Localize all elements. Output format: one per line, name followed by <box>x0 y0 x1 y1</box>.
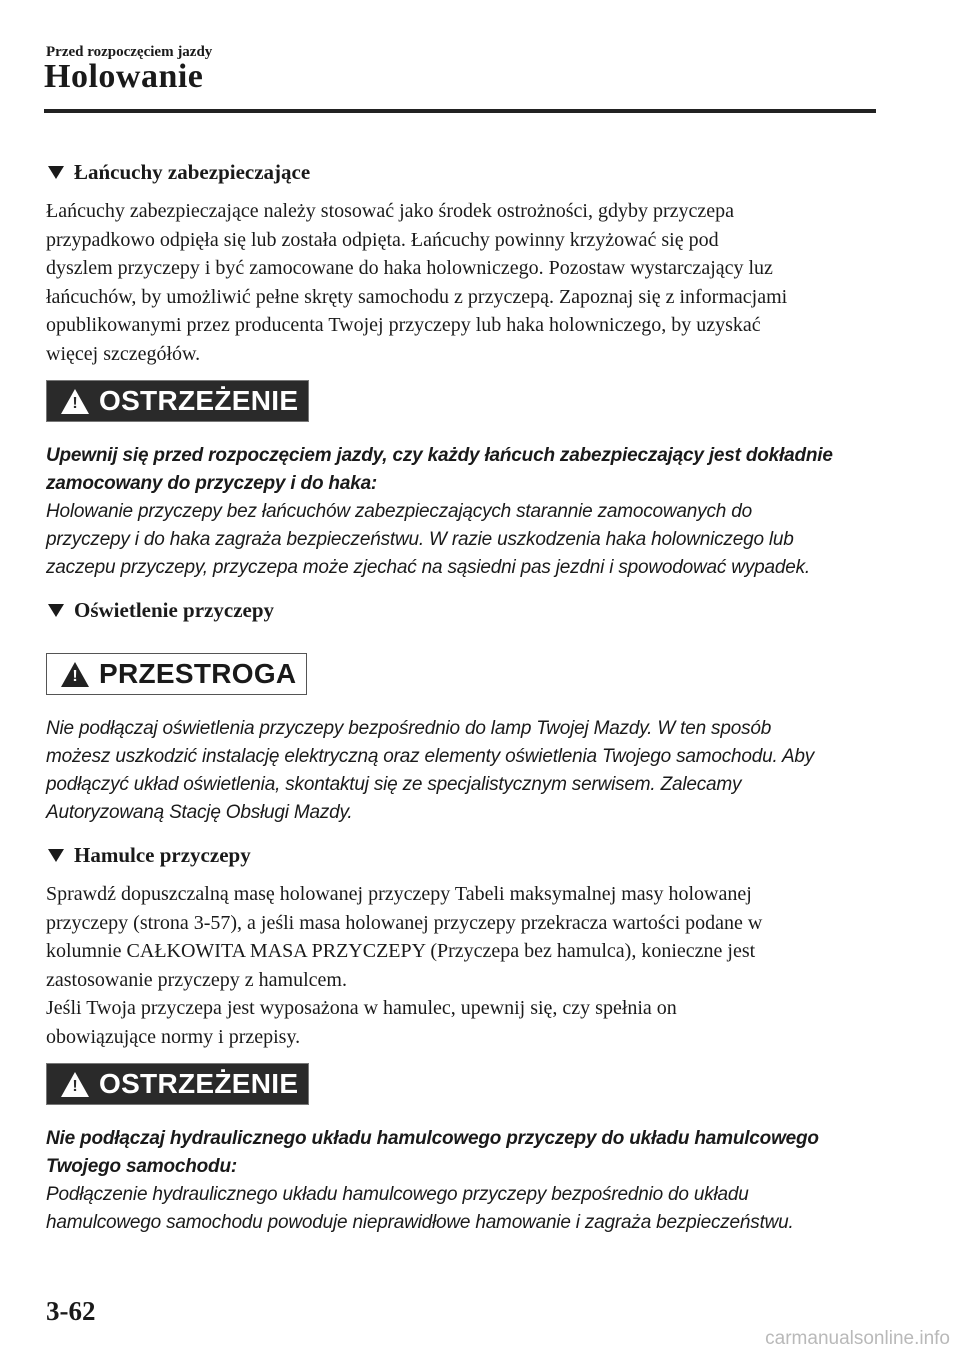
text-line: zastosowanie przyczepy z hamulcem. <box>46 968 347 991</box>
section-heading-text: Hamulce przyczepy <box>74 843 251 867</box>
page-number: 3-62 <box>46 1296 96 1326</box>
chapter-label: Przed rozpoczęciem jazdy <box>46 44 213 60</box>
page-title: Holowanie <box>44 58 204 95</box>
text-line: Sprawdź dopuszczalną masę holowanej przyczepy Tabeli maksymalnej masy holowanej <box>46 883 752 905</box>
caution-line: Nie podłączaj oświetlenia przyczepy bezpośrednio do lamp Twojej Mazdy. W ten sposób <box>46 718 772 739</box>
triangle-bullet-icon <box>48 849 64 862</box>
warning-bold-line: zamocowany do przyczepy i do haka: <box>46 473 378 494</box>
section-heading-text: Łańcuchy zabezpieczające <box>74 160 311 184</box>
warning-line: Holowanie przyczepy bez łańcuchów zabezpieczających starannie zamocowanych do <box>46 501 752 522</box>
text-line: obowiązujące normy i przepisy. <box>46 1025 301 1048</box>
page-content <box>46 160 872 1237</box>
caution-label: PRZESTROGA <box>99 658 297 689</box>
triangle-bullet-icon <box>48 166 64 179</box>
watermark: carmanualsonline.info <box>765 1328 950 1349</box>
caution-badge <box>46 653 307 695</box>
warning-badge <box>46 380 309 422</box>
caution-line: podłączyć układ oświetlenia, skontaktuj się ze specjalistycznym serwisem. Zalecamy <box>46 774 742 795</box>
text-line: Łańcuchy zabezpieczające należy stosować jako środek ostrożności, gdyby przyczepa <box>46 200 735 222</box>
text-line: Jeśli Twoja przyczepa jest wyposażona w hamulec, upewnij się, czy spełnia on <box>46 997 677 1019</box>
warning-bold-line: Upewnij się przed rozpoczęciem jazdy, czy każdy łańcuch zabezpieczający jest dokładnie <box>46 445 833 466</box>
text-line: łańcuchów, by umożliwić pełne skręty samochodu z przyczepą. Zapoznaj się z informacjami <box>46 285 788 308</box>
warning-text-chains <box>46 442 872 582</box>
caution-line: możesz uszkodzić instalację elektryczną oraz elementy oświetlenia Twojego samochodu. Aby <box>46 746 815 767</box>
warning-line: zaczepu przyczepy, przyczepa może zjechać na sąsiedni pas jezdni i spowodować wypadek. <box>46 557 810 578</box>
caution-text-lighting <box>46 715 872 827</box>
warning-label: OSTRZEŻENIE <box>99 1068 299 1099</box>
text-line: przyczepy (strona 3-57), a jeśli masa holowanej przyczepy przekracza wartości podane w <box>46 911 763 934</box>
warning-triangle-icon: ! <box>61 389 89 414</box>
triangle-bullet-icon <box>48 604 64 617</box>
warning-label: OSTRZEŻENIE <box>99 385 299 416</box>
warning-line: przyczepy i do haka zagraża bezpieczeństwu. W razie uszkodzenia haka holowniczego lub <box>46 529 794 550</box>
text-line: dyszlem przyczepy i być zamocowane do haka holowniczego. Pozostaw wystarczający luz <box>46 257 773 279</box>
paragraph-chains <box>46 197 872 368</box>
section-heading-brakes <box>46 843 872 868</box>
warning-badge <box>46 1063 309 1105</box>
text-line: opublikowanymi przez producenta Twojej przyczepy lub haka holowniczego, by uzyskać <box>46 314 761 336</box>
warning-line: hamulcowego samochodu powoduje nieprawidłowe hamowanie i zagraża bezpieczeństwu. <box>46 1212 794 1233</box>
warning-text-brakes <box>46 1125 872 1237</box>
warning-bold-line: Nie podłączaj hydraulicznego układu hamulcowego przyczepy do układu hamulcowego <box>46 1128 819 1149</box>
warning-triangle-icon: ! <box>61 1072 89 1097</box>
warning-bold-line: Twojego samochodu: <box>46 1156 237 1177</box>
warning-line: Podłączenie hydraulicznego układu hamulcowego przyczepy bezpośrednio do układu <box>46 1184 749 1205</box>
text-line: kolumnie CAŁKOWITA MASA PRZYCZEPY (Przyczepa bez hamulca), konieczne jest <box>46 940 756 962</box>
paragraph-brakes <box>46 880 872 1051</box>
caution-line: Autoryzowaną Stację Obsługi Mazdy. <box>46 802 353 823</box>
section-heading-lighting <box>46 598 872 623</box>
section-heading-text: Oświetlenie przyczepy <box>74 598 275 622</box>
caution-triangle-icon: ! <box>61 662 89 687</box>
text-line: przypadkowo odpięła się lub została odpięta. Łańcuchy powinny krzyżować się pod <box>46 228 719 251</box>
header-rule <box>44 109 876 113</box>
text-line: więcej szczegółów. <box>46 342 201 365</box>
section-heading-chains <box>46 160 872 185</box>
